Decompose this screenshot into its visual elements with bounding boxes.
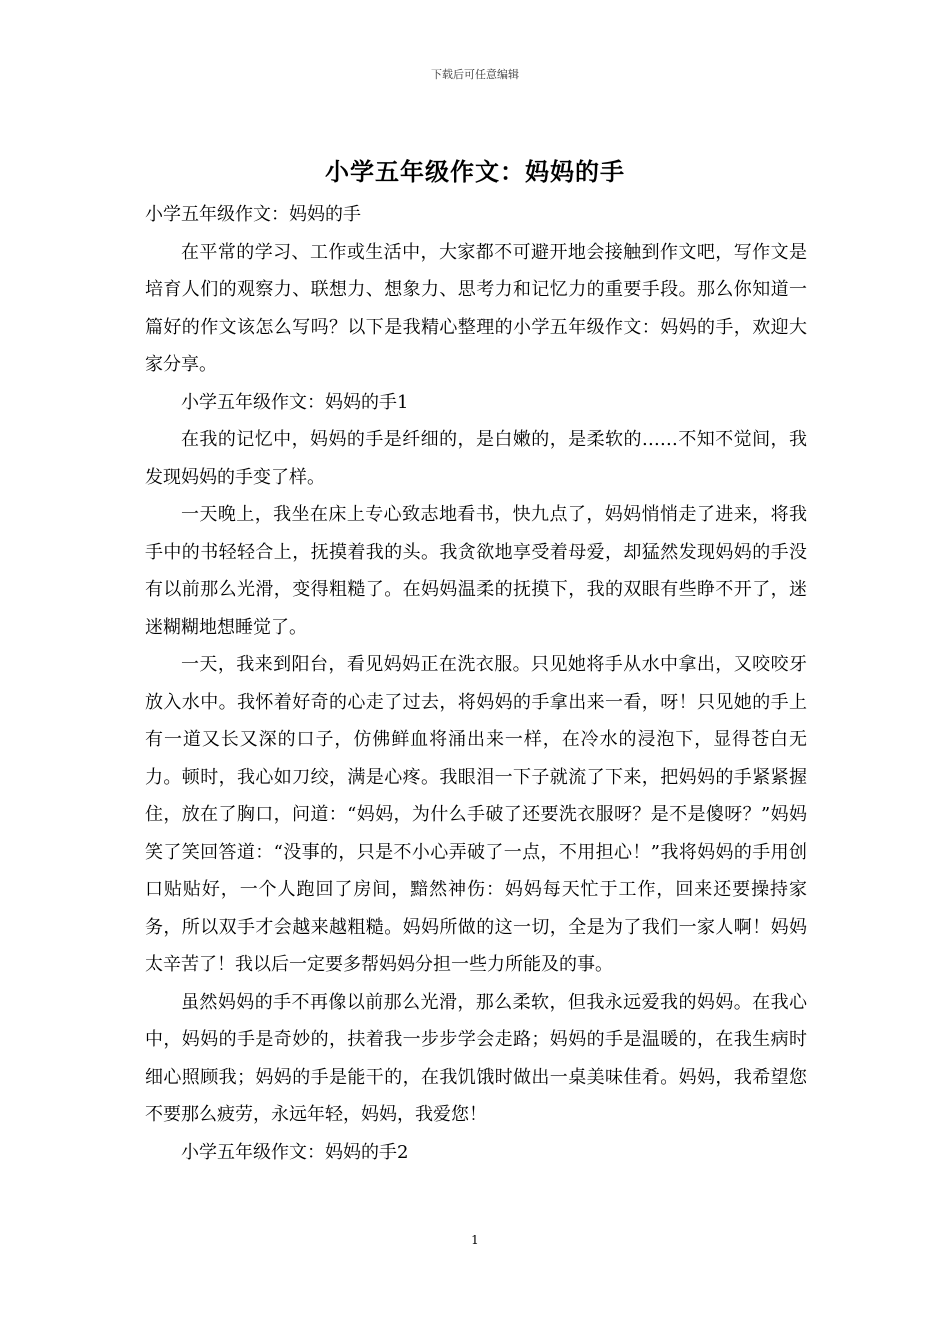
document-body — [145, 196, 807, 1171]
paragraph: 一天，我来到阳台，看见妈妈正在洗衣服。只见她将手从水中拿出，又咬咬牙放入水中。我怀着好奇的心走了过去，将妈妈的手拿出来一看，呀！只见她的手上有一道又长又深的口子，仿佛鲜血将涌出来一样，在冷水的浸泡下，显得苍白无力。顿时，我心如刀绞，满是心疼。我眼泪一下子就流了下来，把妈妈的手紧紧握住，放在了胸口，问道：“妈妈，为什么手破了还要洗衣服呀？是不是傻呀？”妈妈笑了笑回答道：“没事的，只是不小心弄破了一点，不用担心！”我将妈妈的手用创口贴贴好，一个人跑回了房间，黯然神伤：妈妈每天忙于工作，回来还要操持家务，所以双手才会越来越粗糙。妈妈所做的这一切，全是为了我们一家人啊！妈妈太辛苦了！我以后一定要多帮妈妈分担一些力所能及的事。 — [145, 654, 807, 975]
section-heading-2: 小学五年级作文：妈妈的手2 — [181, 1141, 409, 1163]
paragraph: 虽然妈妈的手不再像以前那么光滑，那么柔软，但我永远爱我的妈妈。在我心中，妈妈的手是奇妙的，扶着我一步步学会走路；妈妈的手是温暖的，在我生病时细心照顾我；妈妈的手是能干的，在我饥饿时做出一桌美味佳肴。妈妈，我希望您不要那么疲劳，永远年轻，妈妈，我爱您！ — [145, 991, 807, 1125]
document-title: 小学五年级作文：妈妈的手 — [325, 157, 625, 186]
header-note: 下载后可任意编辑 — [431, 68, 519, 81]
paragraph: 在我的记忆中，妈妈的手是纤细的，是白嫩的，是柔软的……不知不觉间，我发现妈妈的手变了样。 — [145, 429, 807, 488]
section-heading-1: 小学五年级作文：妈妈的手1 — [181, 391, 409, 413]
subtitle-line: 小学五年级作文：妈妈的手 — [145, 204, 361, 225]
page-number: 1 — [471, 1233, 479, 1247]
intro-paragraph: 在平常的学习、工作或生活中，大家都不可避开地会接触到作文吧，写作文是培育人们的观察力、联想力、想象力、思考力和记忆力的重要手段。那么你知道一篇好的作文该怎么写吗？以下是我精心整理的小学五年级作文：妈妈的手，欢迎大家分享。 — [145, 241, 807, 375]
paragraph: 一天晚上，我坐在床上专心致志地看书，快九点了，妈妈悄悄走了进来，将我手中的书轻轻合上，抚摸着我的头。我贪欲地享受着母爱，却猛然发现妈妈的手没有以前那么光滑，变得粗糙了。在妈妈温柔的抚摸下，我的双眼有些睁不开了，迷迷糊糊地想睡觉了。 — [145, 504, 807, 638]
